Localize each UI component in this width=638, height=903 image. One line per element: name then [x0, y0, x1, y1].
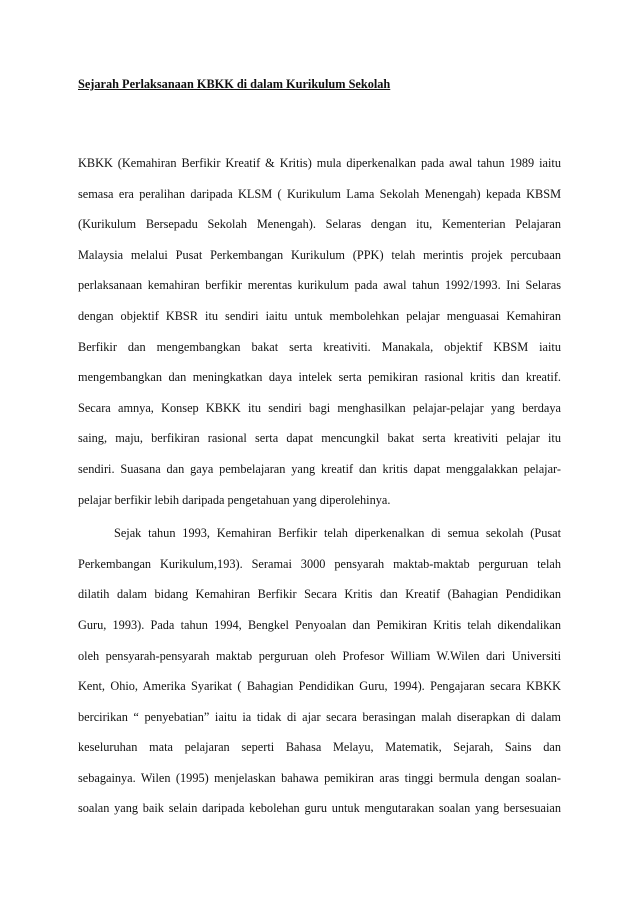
paragraph-2-line-5: oleh pensyarah-pensyarah maktab perguruan oleh Profesor William W.Wilen dari Universiti: [78, 648, 561, 663]
paragraph-2-line-8: keseluruhan mata pelajaran seperti Bahasa Melayu, Matematik, Sejarah, Sains dan: [78, 740, 561, 755]
paragraph-2-line-10: soalan yang baik selain daripada kebolehan guru untuk mengutarakan soalan yang bersesuaian: [78, 801, 561, 816]
paragraph-2-line-6: Kent, Ohio, Amerika Syarikat ( Bahagian Pendidikan Guru, 1994). Pengajaran secara KBKK: [78, 679, 561, 694]
paragraph-1-line-10: saing, maju, berfikiran rasional serta dapat mencungkil bakat serta kreativiti pelajar itu: [78, 431, 561, 446]
paragraph-1-line-3: (Kurikulum Bersepadu Sekolah Menengah). Selaras dengan itu, Kementerian Pelajaran: [78, 217, 561, 232]
paragraph-1-line-5: perlaksanaan kemahiran berfikir merentas kurikulum pada awal tahun 1992/1993. Ini Selaras: [78, 278, 561, 293]
paragraph-1-line-4: Malaysia melalui Pusat Perkembangan Kurikulum (PPK) telah merintis projek percubaan: [78, 247, 561, 262]
paragraph-1-line-8: mengembangkan dan meningkatkan daya intelek serta pemikiran rasional kritis dan kreatif.: [78, 370, 561, 385]
paragraph-2-line-7: bercirikan “ penyebatian” iaitu ia tidak di ajar secara berasingan malah diserapkan di dalam: [78, 709, 561, 724]
paragraph-2-line-3: dilatih dalam bidang Kemahiran Berfikir Secara Kritis dan Kreatif (Bahagian Pendidikan: [78, 587, 561, 602]
paragraph-1-line-7: Berfikir dan mengembangkan bakat serta kreativiti. Manakala, objektif KBSM iaitu: [78, 339, 561, 354]
paragraph-2-line-4: Guru, 1993). Pada tahun 1994, Bengkel Penyoalan dan Pemikiran Kritis telah dikendalikan: [78, 617, 561, 632]
paragraph-1-line-2: semasa era peralihan daripada KLSM ( Kurikulum Lama Sekolah Menengah) kepada KBSM: [78, 186, 561, 201]
paragraph-1-line-11: sendiri. Suasana dan gaya pembelajaran yang kreatif dan kritis dapat menggalakkan pelajar-: [78, 461, 561, 476]
paragraph-1-line-1: KBKK (Kemahiran Berfikir Kreatif & Kritis) mula diperkenalkan pada awal tahun 1989 iaitu: [78, 156, 561, 170]
paragraph-1-line-6: dengan objektif KBSR itu sendiri iaitu untuk membolehkan pelajar menguasai Kemahiran: [78, 308, 561, 323]
paragraph-1-line-12: pelajar berfikir lebih daripada pengetahuan yang diperolehinya.: [78, 492, 391, 507]
paragraph-1-line-9: Secara amnya, Konsep KBKK itu sendiri bagi menghasilkan pelajar-pelajar yang berdaya: [78, 400, 561, 415]
paragraph-2-line-1: Sejak tahun 1993, Kemahiran Berfikir telah diperkenalkan di semua sekolah (Pusat: [114, 526, 561, 541]
document-title: Sejarah Perlaksanaan KBKK di dalam Kurikulum Sekolah: [78, 77, 391, 91]
document-body: [78, 155, 561, 831]
paragraph-2-line-9: sebagainya. Wilen (1995) menjelaskan bahawa pemikiran aras tinggi bermula dengan soalan-: [78, 770, 561, 785]
paragraph-2-line-2: Perkembangan Kurikulum,193). Seramai 3000 pensyarah maktab-maktab perguruan telah: [78, 556, 561, 571]
